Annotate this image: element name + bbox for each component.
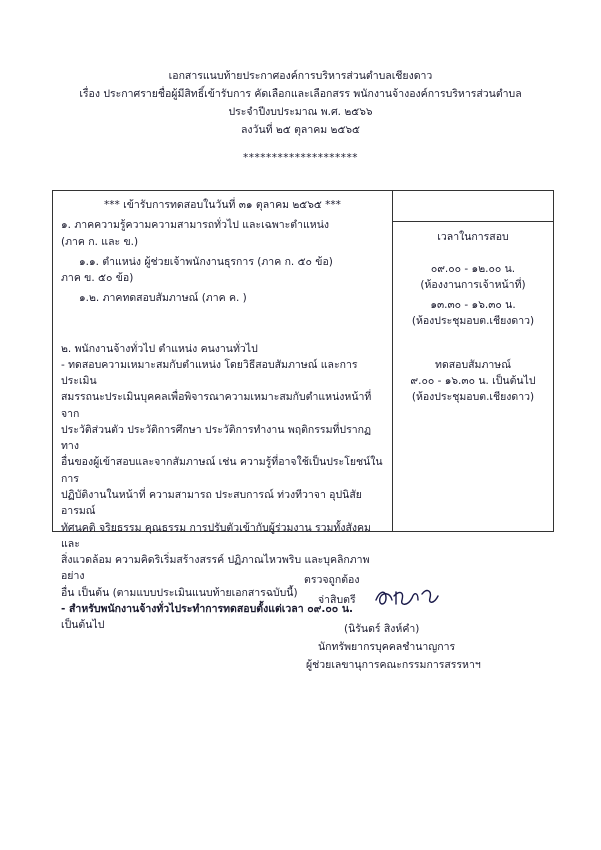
- signer-name: (นิรันดร์ สิงห์คำ): [344, 623, 420, 635]
- section-1-title: ๑. ภาคความรู้ความความสามารถทั่วไป และเฉพาะตำแหน่ง: [61, 219, 330, 232]
- time-slot-2: ๑๓.๓๐ - ๑๖.๓๐ น.: [430, 299, 516, 311]
- time-slot-3: ๙.๐๐ - ๑๖.๓๐ น. เป็นต้นไป: [410, 375, 536, 387]
- separator: ********************: [243, 152, 358, 164]
- section-2-note-continued: เป็นต้นไป: [61, 619, 105, 632]
- signer-rank: จ่าสิบตรี: [318, 594, 356, 606]
- time-slot-1-room: (ห้องงานการเจ้าหน้าที่): [420, 279, 526, 291]
- handwritten-signature: [372, 584, 442, 610]
- section-2-line-8: อื่น เป็นต้น (ตามแบบประเมินแนบท้ายเอกสารฉบับนี้): [61, 586, 298, 599]
- section-1-2-interview: ๑.๒. ภาคทดสอบสัมภาษณ์ (ภาค ค. ): [79, 292, 247, 305]
- interview-heading: ทดสอบสัมภาษณ์: [435, 359, 511, 371]
- section-2-line-3: ประวัติส่วนตัว ประวัติการศึกษา ประวัติการทำงาน พฤติกรรมที่ปรากฏทาง: [61, 423, 372, 453]
- right-header-spacer: [393, 199, 553, 222]
- exam-date-heading: *** เข้ารับการทดสอบในวันที่ ๓๑ ตุลาคม ๒๕๖๕ ***: [104, 199, 341, 211]
- exam-time-heading: เวลาในการสอบ: [437, 231, 509, 243]
- section-2-line-6: ทัศนคติ จริยธรรม คุณธรรม การปรับตัวเข้ากับผู้ร่วมงาน รวมทั้งสังคมและ: [61, 521, 371, 550]
- time-slot-1: ๐๙.๐๐ - ๑๒.๐๐ น.: [430, 263, 516, 275]
- time-slot-2-room: (ห้องประชุมอบต.เชียงดาว): [411, 315, 535, 327]
- signer-position-1: นักทรัพยากรบุคคลชำนาญการ: [318, 641, 456, 653]
- section-1-subtitle: (ภาค ก. และ ข.): [61, 235, 139, 248]
- section-2-line-4: อื่นของผู้เข้าสอบและจากสัมภาษณ์ เช่น ความรู้ที่อาจใช้เป็นประโยชน์ในการ: [61, 456, 383, 485]
- signer-position-2: ผู้ช่วยเลขานุการคณะกรรมการสรรหาฯ: [306, 659, 481, 671]
- section-1-1-position: ๑.๑. ตำแหน่ง ผู้ช่วยเจ้าพนักงานธุรการ (ภาค ก. ๕๐ ข้อ): [79, 255, 333, 268]
- header-line-2: เรื่อง ประกาศรายชื่อผู้มีสิทธิ์เข้ารับการ คัดเลือกและเลือกสรร พนักงานจ้างองค์การบริหารส่วนตำบล: [79, 88, 522, 100]
- section-2-line-1: - ทดสอบความเหมาะสมกับตำแหน่ง โดยวิธีสอบสัมภาษณ์ และการประเมิน: [61, 358, 358, 388]
- header-line-4: ลงวันที่ ๒๕ ตุลาคม ๒๕๖๕: [240, 124, 360, 136]
- section-2-line-2: สมรรถนะประเมินบุคคลเพื่อพิจารณาความเหมาะสมกับตำแหน่งหน้าที่จาก: [61, 391, 372, 420]
- header-line-1: เอกสารแนบท้ายประกาศองค์การบริหารส่วนตำบลเชียงดาว: [168, 70, 433, 82]
- certify-label: ตรวจถูกต้อง: [304, 574, 360, 586]
- time-slot-3-room: (ห้องประชุมอบต.เชียงดาว): [411, 391, 535, 403]
- section-1-1-continued: ภาค ข. ๕๐ ข้อ): [61, 272, 134, 285]
- section-2-line-7: สิ่งแวดล้อม ความคิดริเริ่มสร้างสรรค์ ปฏิภาณไหวพริบ และบุคลิกภาพ อย่าง: [61, 554, 370, 583]
- section-2-line-5: ปฏิบัติงานในหน้าที่ ความสามารถ ประสบการณ์ ท่วงทีวาจา อุปนิสัย อารมณ์: [61, 488, 362, 518]
- exam-times-column: [393, 191, 553, 531]
- section-2-note: - สำหรับพนักงานจ้างทั่วไประทำการทดสอบตั้งแต่เวลา ๐๙.๐๐ น.: [61, 602, 353, 615]
- section-2-title: ๒. พนักงานจ้างทั่วไป ตำแหน่ง คนงานทั่วไป: [61, 342, 258, 355]
- header-line-3: ประจำปีงบประมาณ พ.ศ. ๒๕๖๖: [228, 106, 373, 118]
- document-header: [0, 68, 601, 140]
